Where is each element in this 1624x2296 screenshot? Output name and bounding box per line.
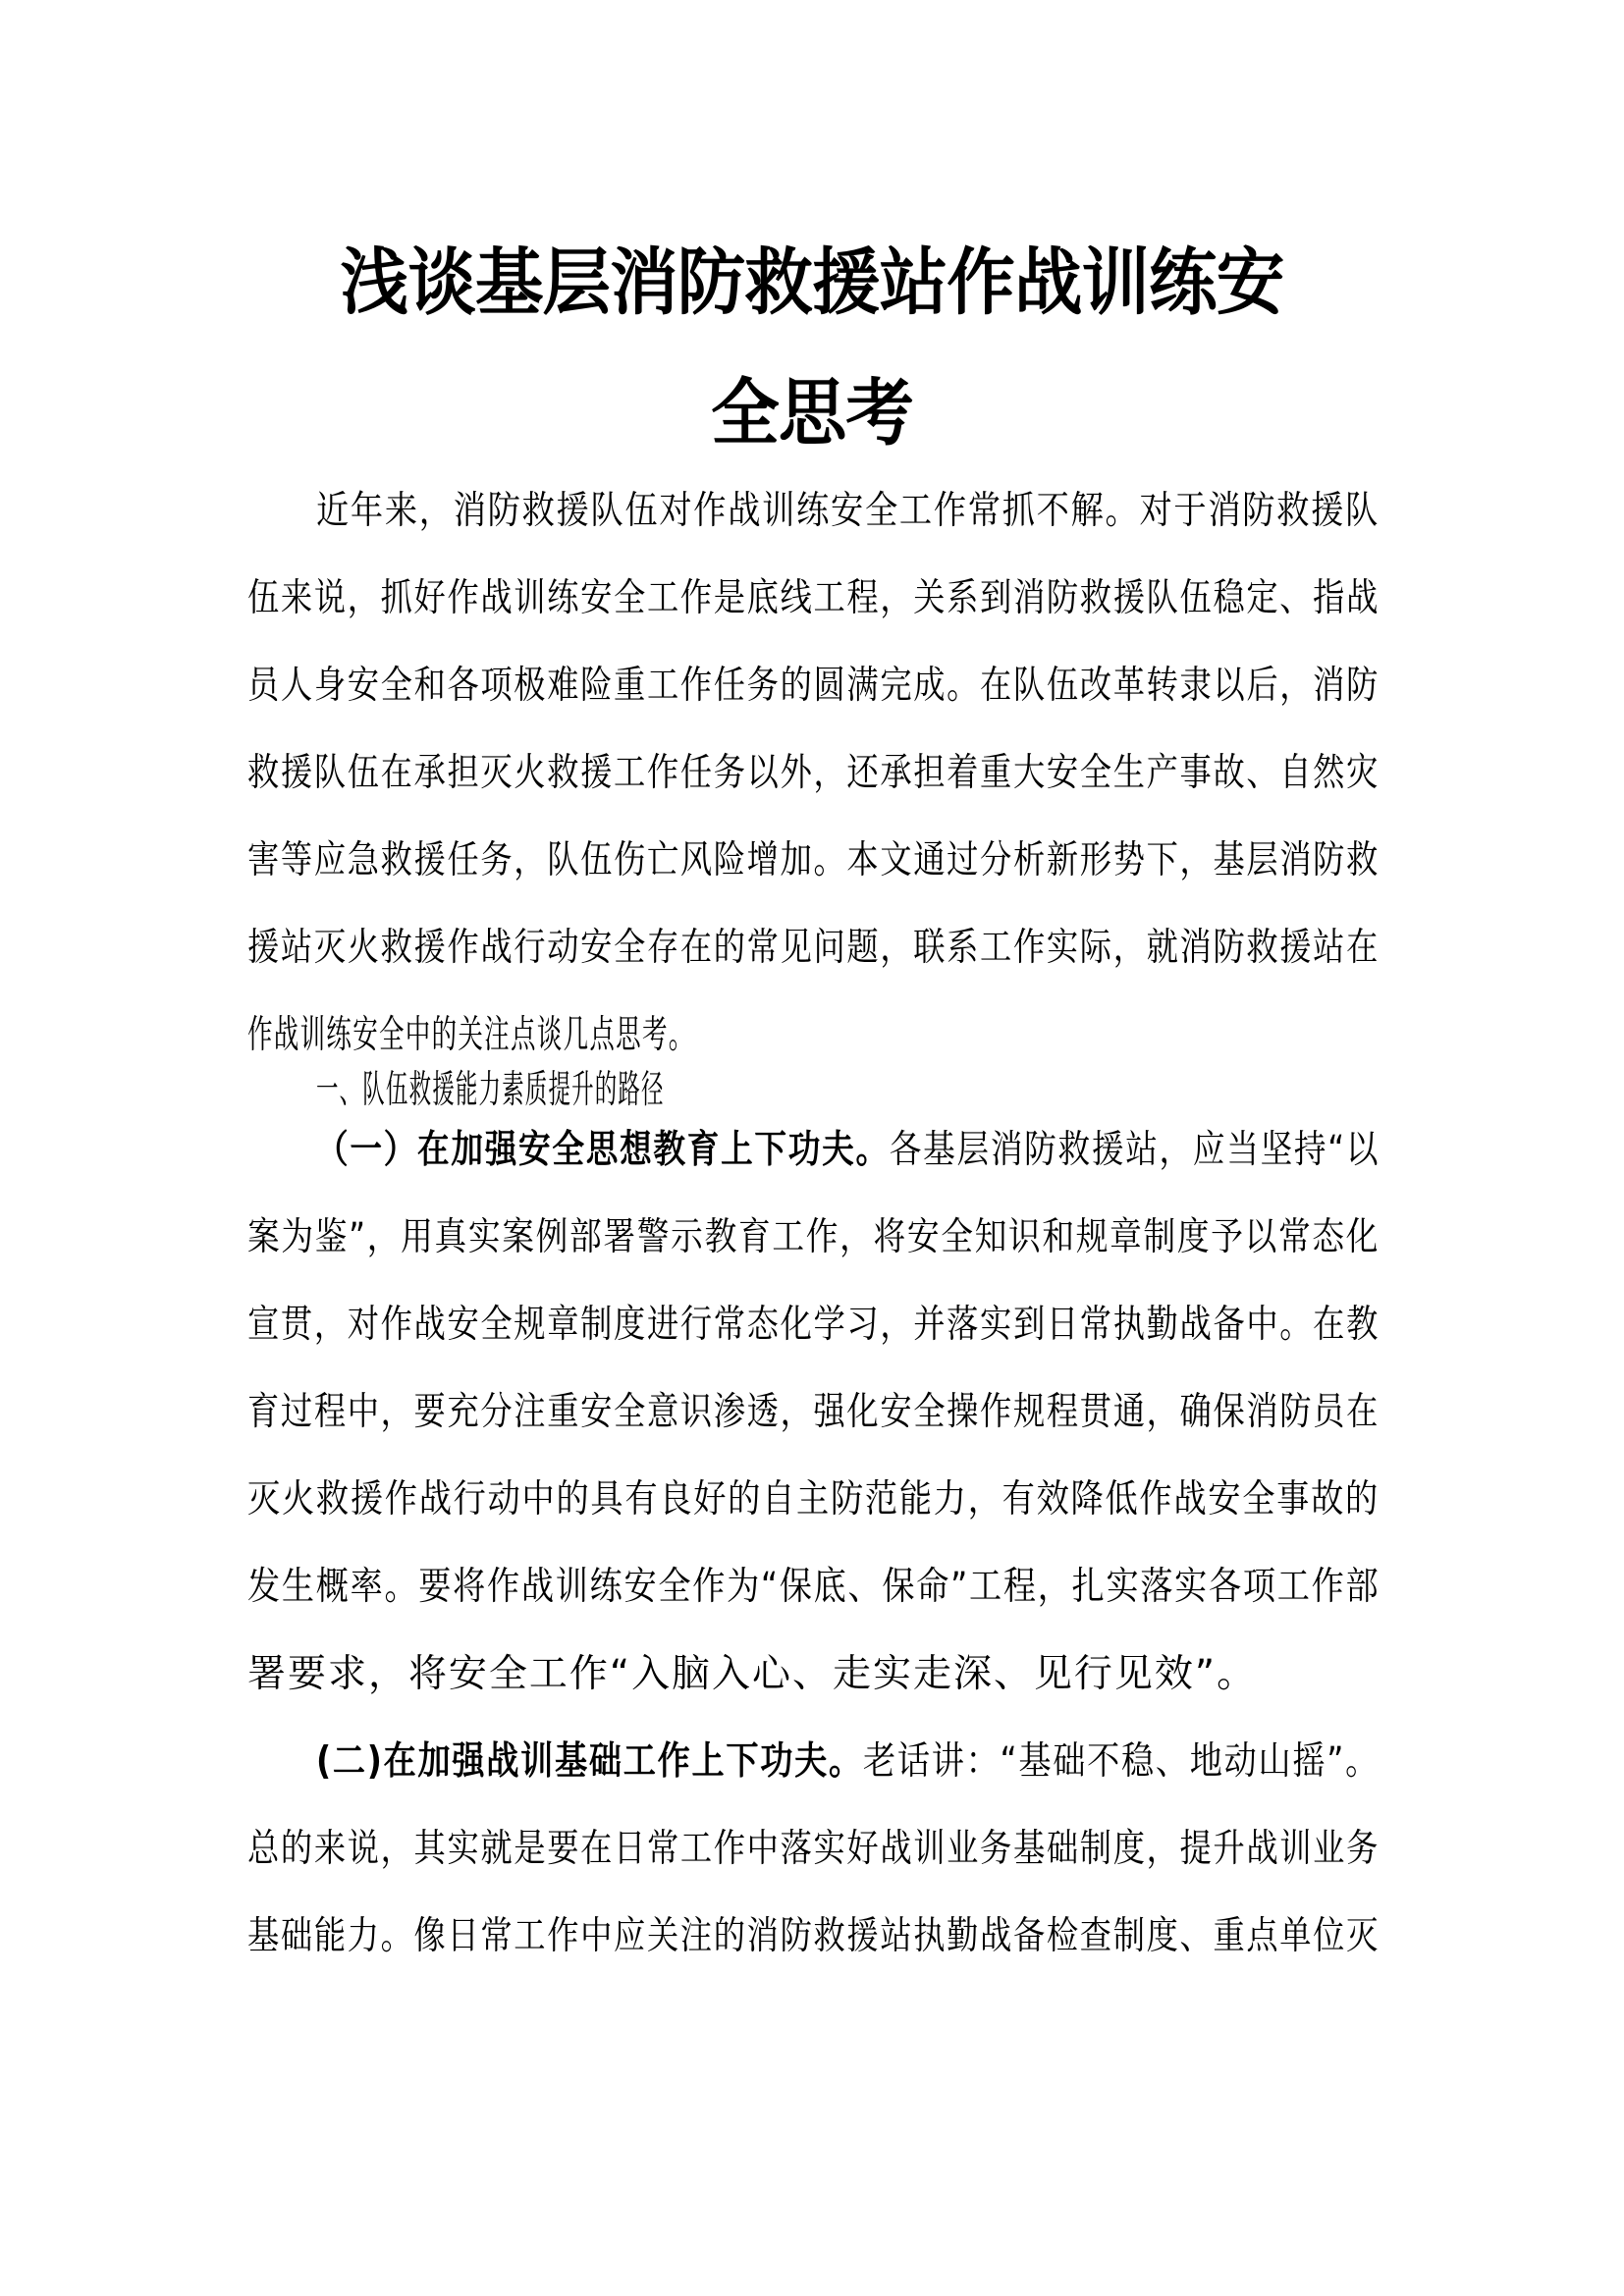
line-text: 案为鉴”，用真实案例部署警示教育工作，将安全知识和规章制度予以常态化: [247, 1215, 1380, 1259]
line-text: 各基层消防救援站，应当坚持“以: [889, 1128, 1380, 1172]
line-text: 总的来说，其实就是要在日常工作中落实好战训业务基础制度，提升战训业务: [247, 1827, 1380, 1871]
line-text: 员人身安全和各项极难险重工作任务的圆满完成。在队伍改革转隶以后，消防: [247, 664, 1380, 708]
line-text: 伍来说，抓好作战训练安全工作是底线工程，关系到消防救援队伍稳定、指战: [247, 576, 1380, 620]
line-text: 署要求，将安全工作“入脑入心、走实走深、见行见效”。: [247, 1652, 1258, 1696]
line-text: 作战训练安全中的关注点谈几点思考。: [247, 1013, 695, 1057]
paragraph-line: [247, 1011, 992, 1060]
paragraph-line: [247, 1213, 1380, 1262]
line-text: 宣贯，对作战安全规章制度进行常态化学习，并落实到日常执勤战备中。在教: [247, 1303, 1380, 1347]
bold-lead-in: (二)在加强战训基础工作上下功夫。: [316, 1739, 863, 1784]
line-text: 发生概率。要将作战训练安全作为“保底、保命”工程，扎实落实各项工作部: [247, 1565, 1380, 1609]
line-text: 近年来，消防救援队伍对作战训练安全工作常抓不解。对于消防救援队: [316, 489, 1380, 533]
document-title-line-1: 浅谈基层消防救援站作战训练安: [340, 240, 1284, 325]
line-text: 老话讲：“基础不稳、地动山摇”。: [862, 1739, 1380, 1784]
line-text: 援站灭火救援作战行动安全存在的常见问题，联系工作实际，就消防救援站在: [247, 926, 1380, 970]
line-text: 基础能力。像日常工作中应关注的消防救援站执勤战备检查制度、重点单位灭: [247, 1914, 1380, 1958]
paragraph-line: [247, 662, 1380, 711]
paragraph-line: [316, 487, 1380, 536]
paragraph-line: [247, 1563, 1380, 1612]
paragraph-line: [247, 1825, 1380, 1874]
paragraph-line: [247, 924, 1380, 973]
paragraph-line: [247, 1475, 1380, 1524]
paragraph-line: [247, 836, 1380, 885]
document-title-line-2: 全思考: [711, 371, 913, 455]
paragraph-line: [247, 1650, 1386, 1699]
line-text: 育过程中，要充分注重安全意识渗透，强化安全操作规程贯通，确保消防员在: [247, 1390, 1380, 1434]
line-text: 救援队伍在承担灭火救援工作任务以外，还承担着重大安全生产事故、自然灾: [247, 751, 1380, 795]
paragraph-line: [247, 1301, 1380, 1350]
section-heading: [316, 1066, 973, 1115]
paragraph-line: [316, 1126, 1380, 1175]
line-text: 灭火救援作战行动中的具有良好的自主防范能力，有效降低作战安全事故的: [247, 1477, 1380, 1522]
paragraph-line: [247, 1912, 1380, 1961]
line-text: 害等应急救援任务，队伍伤亡风险增加。本文通过分析新形势下，基层消防救: [247, 838, 1380, 882]
paragraph-line: [247, 1388, 1380, 1437]
paragraph-line: [247, 749, 1380, 798]
paragraph-line: [316, 1737, 1380, 1787]
bold-lead-in: （一）在加强安全思想教育上下功夫。: [316, 1128, 890, 1172]
paragraph-line: [247, 574, 1380, 623]
line-text: 一、队伍救援能力素质提升的路径: [316, 1068, 665, 1112]
